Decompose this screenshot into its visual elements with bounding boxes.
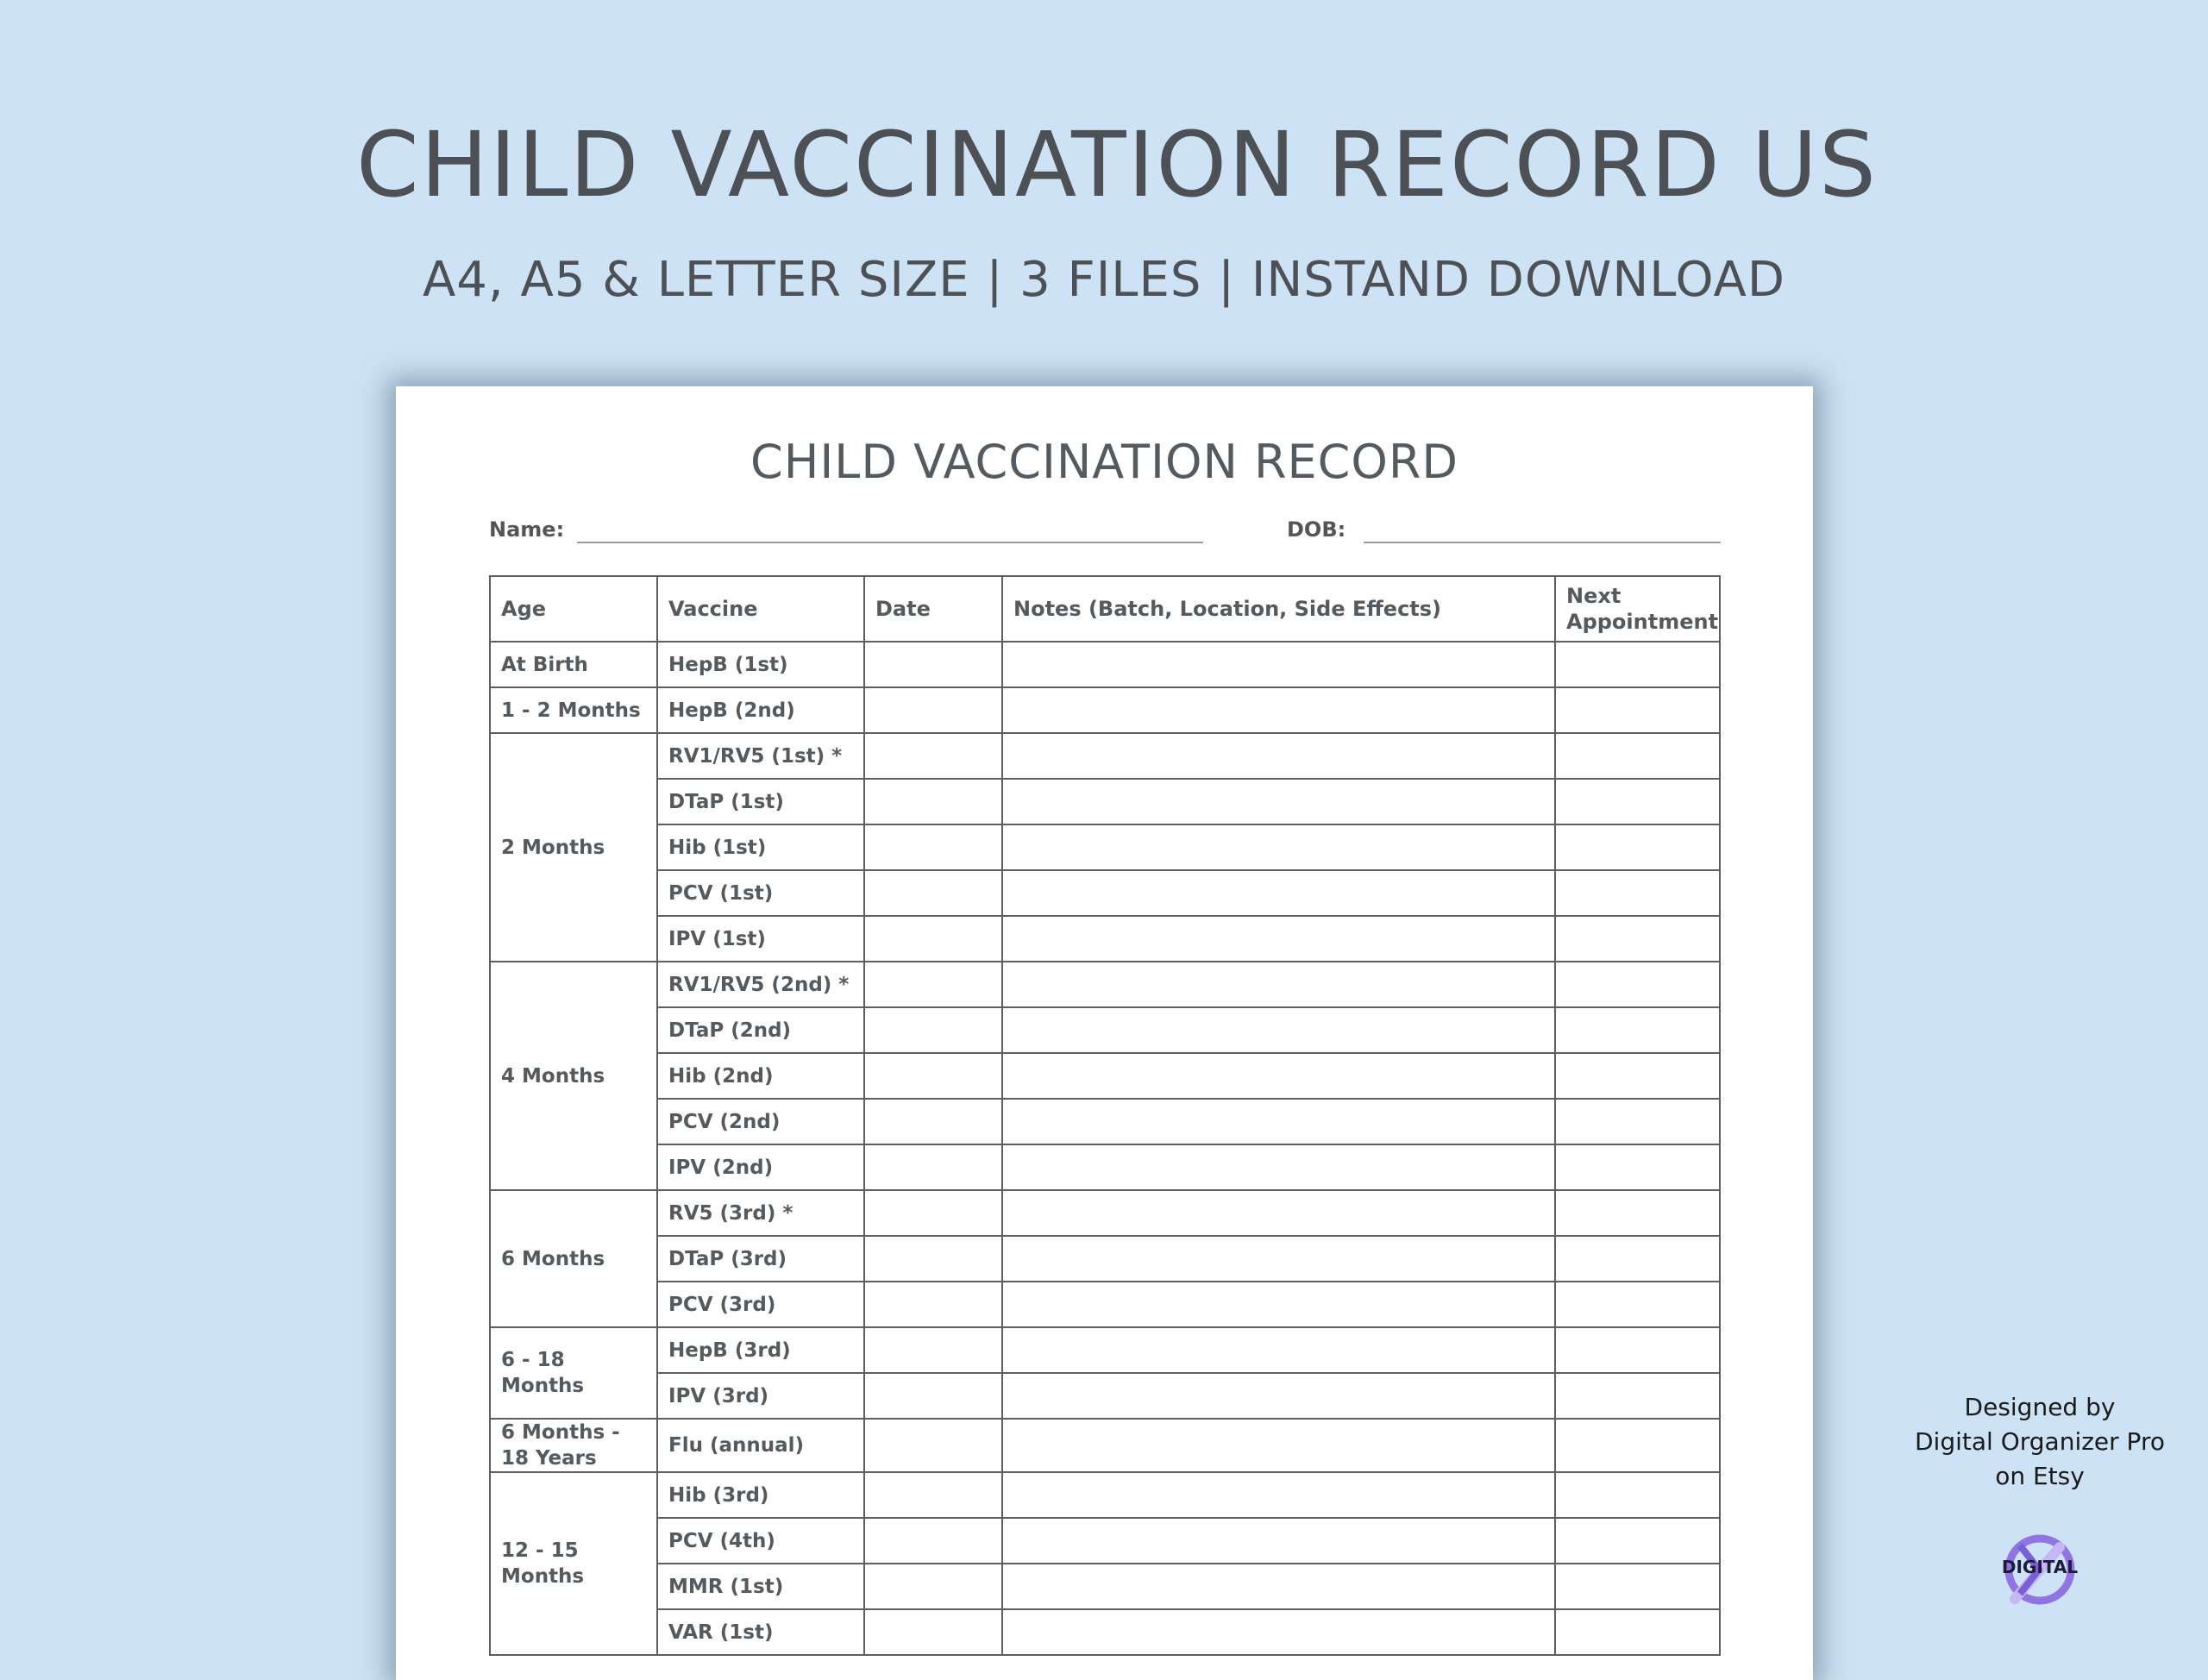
vaccine-header: Vaccine <box>657 576 864 642</box>
date-cell[interactable] <box>864 1609 1002 1655</box>
table-row <box>490 642 1720 687</box>
date-cell[interactable] <box>864 1419 1002 1472</box>
table-row <box>490 1282 1720 1327</box>
date-cell[interactable] <box>864 687 1002 733</box>
notes-cell[interactable] <box>1002 916 1555 962</box>
vaccine-cell: HepB (3rd) <box>657 1327 864 1373</box>
table-row <box>490 916 1720 962</box>
table-header-row <box>490 576 1720 642</box>
date-cell[interactable] <box>864 1099 1002 1144</box>
next-appointment-cell[interactable] <box>1555 870 1720 916</box>
age-cell: 12 - 15 Months <box>490 1472 657 1655</box>
notes-cell[interactable] <box>1002 1190 1555 1236</box>
notes-cell[interactable] <box>1002 962 1555 1007</box>
logo-text: DIGITAL <box>2001 1557 2079 1577</box>
vaccine-cell: Hib (3rd) <box>657 1472 864 1518</box>
date-cell[interactable] <box>864 1282 1002 1327</box>
notes-cell[interactable] <box>1002 1564 1555 1609</box>
next-appointment-cell[interactable] <box>1555 1144 1720 1190</box>
next-appointment-cell[interactable] <box>1555 824 1720 870</box>
next-appointment-cell[interactable] <box>1555 1327 1720 1373</box>
notes-cell[interactable] <box>1002 642 1555 687</box>
banner-subtitle: A4, A5 & LETTER SIZE | 3 FILES | INSTAND DOWNLOAD <box>422 252 1785 308</box>
notes-cell[interactable] <box>1002 779 1555 824</box>
vaccine-cell: MMR (1st) <box>657 1564 864 1609</box>
vaccine-cell: IPV (3rd) <box>657 1373 864 1419</box>
notes-cell[interactable] <box>1002 1419 1555 1472</box>
notes-cell[interactable] <box>1002 1236 1555 1282</box>
next-appointment-cell[interactable] <box>1555 733 1720 779</box>
age-cell: 1 - 2 Months <box>490 687 657 733</box>
vaccine-cell: IPV (2nd) <box>657 1144 864 1190</box>
table-row <box>490 962 1720 1007</box>
record-sheet <box>396 386 1813 1680</box>
date-cell[interactable] <box>864 870 1002 916</box>
date-cell[interactable] <box>864 1236 1002 1282</box>
notes-cell[interactable] <box>1002 1327 1555 1373</box>
table-row <box>490 779 1720 824</box>
next-appointment-cell[interactable] <box>1555 1419 1720 1472</box>
notes-cell[interactable] <box>1002 733 1555 779</box>
date-cell[interactable] <box>864 1564 1002 1609</box>
table-row <box>490 733 1720 779</box>
vaccine-cell: Hib (1st) <box>657 824 864 870</box>
notes-cell[interactable] <box>1002 687 1555 733</box>
age-cell: 6 Months - 18 Years <box>490 1419 657 1472</box>
date-cell[interactable] <box>864 1007 1002 1053</box>
vaccine-cell: RV1/RV5 (2nd) * <box>657 962 864 1007</box>
next-appointment-cell[interactable] <box>1555 1190 1720 1236</box>
next-appointment-header: Next Appointment <box>1555 576 1720 642</box>
notes-cell[interactable] <box>1002 870 1555 916</box>
table-row <box>490 1236 1720 1282</box>
next-appointment-cell[interactable] <box>1555 1053 1720 1099</box>
date-cell[interactable] <box>864 779 1002 824</box>
next-appointment-cell[interactable] <box>1555 1099 1720 1144</box>
next-appointment-cell[interactable] <box>1555 916 1720 962</box>
table-row <box>490 1144 1720 1190</box>
vaccine-cell: Hib (2nd) <box>657 1053 864 1099</box>
vaccine-cell: Flu (annual) <box>657 1419 864 1472</box>
notes-cell[interactable] <box>1002 1373 1555 1419</box>
vaccine-cell: DTaP (3rd) <box>657 1236 864 1282</box>
next-appointment-cell[interactable] <box>1555 1518 1720 1564</box>
table-row <box>490 1564 1720 1609</box>
credit-line-1: Designed by <box>1964 1393 2116 1421</box>
age-cell: 4 Months <box>490 962 657 1190</box>
next-appointment-cell[interactable] <box>1555 1472 1720 1518</box>
name-line <box>577 542 1203 543</box>
notes-cell[interactable] <box>1002 1282 1555 1327</box>
date-cell[interactable] <box>864 1053 1002 1099</box>
next-appointment-cell[interactable] <box>1555 1609 1720 1655</box>
vaccine-cell: PCV (2nd) <box>657 1099 864 1144</box>
table-row <box>490 1007 1720 1053</box>
age-header: Age <box>490 576 657 642</box>
notes-cell[interactable] <box>1002 824 1555 870</box>
age-cell: 6 - 18 Months <box>490 1327 657 1419</box>
age-cell: 2 Months <box>490 733 657 962</box>
digital-organizer-logo <box>1992 1525 2087 1620</box>
table-row <box>490 1472 1720 1518</box>
date-cell[interactable] <box>864 916 1002 962</box>
next-appointment-cell[interactable] <box>1555 1564 1720 1609</box>
vaccine-cell: HepB (2nd) <box>657 687 864 733</box>
table-row <box>490 1518 1720 1564</box>
vaccine-cell: VAR (1st) <box>657 1609 864 1655</box>
table-body <box>490 642 1720 1655</box>
table-row <box>490 1327 1720 1373</box>
table-row <box>490 1419 1720 1472</box>
date-cell[interactable] <box>864 1472 1002 1518</box>
table-row <box>490 1609 1720 1655</box>
vaccine-cell: PCV (4th) <box>657 1518 864 1564</box>
dob-line <box>1364 542 1721 543</box>
notes-header: Notes (Batch, Location, Side Effects) <box>1002 576 1555 642</box>
table-row <box>490 1099 1720 1144</box>
age-cell: At Birth <box>490 642 657 687</box>
date-cell[interactable] <box>864 1373 1002 1419</box>
next-appointment-cell[interactable] <box>1555 1236 1720 1282</box>
date-cell[interactable] <box>864 824 1002 870</box>
date-header: Date <box>864 576 1002 642</box>
table-row <box>490 1053 1720 1099</box>
vaccine-cell: IPV (1st) <box>657 916 864 962</box>
notes-cell[interactable] <box>1002 1609 1555 1655</box>
next-appointment-cell[interactable] <box>1555 779 1720 824</box>
notes-cell[interactable] <box>1002 1518 1555 1564</box>
age-cell: 6 Months <box>490 1190 657 1327</box>
sheet-title: CHILD VACCINATION RECORD <box>750 435 1458 489</box>
notes-cell[interactable] <box>1002 1144 1555 1190</box>
dob-label: DOB: <box>1287 517 1346 542</box>
next-appointment-cell[interactable] <box>1555 962 1720 1007</box>
vaccine-cell: RV5 (3rd) * <box>657 1190 864 1236</box>
date-cell[interactable] <box>864 1518 1002 1564</box>
vaccination-table <box>489 575 1721 1656</box>
notes-cell[interactable] <box>1002 1472 1555 1518</box>
table-row <box>490 1373 1720 1419</box>
notes-cell[interactable] <box>1002 1099 1555 1144</box>
next-appointment-cell[interactable] <box>1555 1007 1720 1053</box>
table-row <box>490 1190 1720 1236</box>
date-cell[interactable] <box>864 733 1002 779</box>
date-cell[interactable] <box>864 962 1002 1007</box>
next-appointment-cell[interactable] <box>1555 642 1720 687</box>
vaccine-cell: DTaP (1st) <box>657 779 864 824</box>
table-row <box>490 870 1720 916</box>
next-appointment-cell[interactable] <box>1555 1282 1720 1327</box>
designer-credit <box>1898 1390 2182 1494</box>
notes-cell[interactable] <box>1002 1053 1555 1099</box>
date-cell[interactable] <box>864 642 1002 687</box>
credit-line-2: Digital Organizer Pro <box>1915 1427 2165 1456</box>
vaccine-cell: PCV (1st) <box>657 870 864 916</box>
vaccine-cell: RV1/RV5 (1st) * <box>657 733 864 779</box>
table-row <box>490 687 1720 733</box>
next-appointment-cell[interactable] <box>1555 687 1720 733</box>
table-row <box>490 824 1720 870</box>
vaccine-cell: HepB (1st) <box>657 642 864 687</box>
date-cell[interactable] <box>864 1327 1002 1373</box>
date-cell[interactable] <box>864 1190 1002 1236</box>
notes-cell[interactable] <box>1002 1007 1555 1053</box>
name-label: Name: <box>489 517 565 542</box>
vaccine-cell: PCV (3rd) <box>657 1282 864 1327</box>
banner-title: CHILD VACCINATION RECORD US <box>355 112 1879 217</box>
vaccine-cell: DTaP (2nd) <box>657 1007 864 1053</box>
credit-line-3: on Etsy <box>1995 1462 2085 1490</box>
next-appointment-cell[interactable] <box>1555 1373 1720 1419</box>
date-cell[interactable] <box>864 1144 1002 1190</box>
